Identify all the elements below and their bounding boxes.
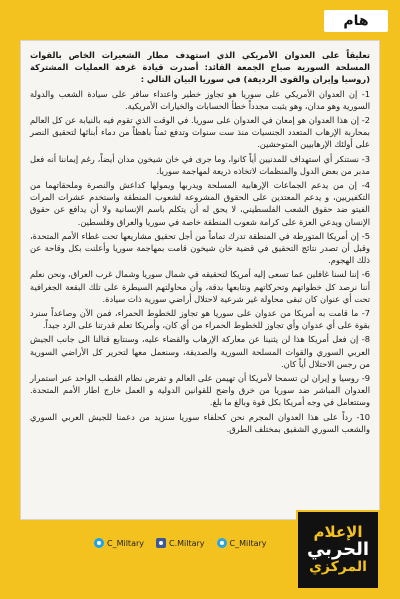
twitter-icon (94, 538, 104, 548)
telegram-icon (217, 538, 227, 548)
logo-line-3: المركزي (309, 558, 367, 575)
logo-line-1: الإعلام (313, 523, 363, 542)
paragraph-1: 1- إن العدوان الأمريكي على سوريا هو تجاوز خطير واعتداء سافر على سيادة الشعب والدولة السورية وهو مدان، وهو يثبت مجدداً خطأ الحسابات والخيارات الأمريكية. (30, 88, 370, 111)
paragraph-3: 3- نستنكر أي استهداف للمدنيين أياً كانوا، وما جرى في خان شيخون مدان أيضاً، رغم إيماننا أنه فعل مدبر من بعض الدول والمنظمات لاتخاذه ذريعة لمهاجمة سوريا. (30, 153, 370, 176)
paragraph-8: 8- إن فعل أمريكا هذا لن يثنينا عن معاركة الإرهاب والقضاء عليه، وسنتابع قتالنا الى جانب الجيش العربي السوري والقوات المسلحة السورية والصديقة، وسنعمل معها لتحرير كل الأراضي السورية من رجس الاحتلال أياً كان. (30, 334, 370, 369)
facebook-handle: C.Miltary (169, 538, 205, 548)
media-logo (296, 510, 380, 590)
logo-line-2: الحربي (306, 539, 370, 561)
statement-document (20, 40, 380, 520)
facebook-icon (156, 538, 166, 548)
paragraph-4: 4- إن من يدعم الجماعات الإرهابية المسلحة ويدربها ويمولها كداعش والنصرة وملحقاتهما من التكفيريين، و يدعم المعتدين على الحقوق المشروعة لشعوب المنطقة واستخدم عشرات المرات الفيتو ضد حقوق الشعب الفلسطيني، لا يحق له أن يتكلم باسم الإنسانية ولا أن يدافع عن حقوق الإنسان ويدعي العزة على كرامة شعوب المنطقة خاصة في سوريا والعراق وفلسطين. (30, 180, 370, 227)
paragraph-2: 2- إن هذا العدوان هو إمعان في العدوان على سوريا. في الوقت الذي تقوم فيه بالنيابة عن كل العالم بمحاربة الإرهاب المتعدد الجنسيات منذ ست سنوات وتدفع ثمناً باهظاً من دماء أبنائها لتحقيق النصر على أولئك الإرهابيين المتوحشين. (30, 115, 370, 150)
social-twitter[interactable] (94, 538, 144, 548)
social-telegram[interactable] (217, 538, 267, 548)
twitter-handle: C_Miltary (107, 538, 144, 548)
paragraph-5: 5- إن أمريكا المتورطة في المنطقة تدرك تماماً من أجل تحقيق مشاريعها تحت غطاء الأمم المتحدة، وقبل أن تصدر نتائج التحقيق في قضية خان شيخون قامت بمهاجمة سوريا وأعلنت بكل وقاحة عن ذلك الهجوم. (30, 230, 370, 266)
paragraph-7: 7- ما قامت به أمريكا من عدوان على سوريا هو تجاوز للخطوط الحمراء، فمن الآن وصاعداً سنرد بقوة على أي عدوان وأي تجاوز للخطوط الحمراء من أي كان، وأمريكا تعلم قدرتنا على الرد جيداً. (30, 308, 370, 331)
paragraph-6: 6- إننا لسنا غافلين عما تسعى إليه أمريكا لتحقيقه في شمال سوريا وشمال غرب العراق، ونحن نعلم أننا نرصد كل خطواتهم وتحركاتهم ونتابعها بدقة، وأن محاولتهم السيطرة على تلك البقعة الجغرافية تحت أي عنوان كان تبقى محاولة غير شرعية لاحتلال أراضي سورية ذات سيادة. (30, 269, 370, 304)
paragraph-9: 9- روسيا و إيران لن تسمحا لأمريكا أن تهيمن على العالم و تفرض نظام القطب الواحد عبر استمرار العدوان المباشر ضد سوريا من خرق واضح للقوانين الدولية و العمل خارج اطار الأمم المتحدة. وستتعامل في وجه أمريكا بكل قوة وبالغ ما بلغ. (30, 373, 370, 408)
social-facebook[interactable] (156, 538, 205, 548)
statement-text (30, 49, 370, 435)
paragraph-10: 10- رداً على هذا العدوان المجرم نحن كحلفاء سوريا سنزيد من دعمنا للجيش العربي السوري والشعب السوري الشقيق بمختلف الطرق. (30, 411, 370, 434)
telegram-handle: C_Miltary (229, 538, 267, 548)
social-links (94, 538, 267, 548)
paragraph-intro: تعليقاً على العدوان الأمريكي الذي استهدف مطار الشعيرات الخاص بالقوات المسلحة السورية صباح الجمعة القائد: أصدرت قيادة غرفة العمليات المشتركة (روسيا وإيران والقوى الرديفة) في سوريا البيان التالي : (30, 50, 370, 85)
important-badge: هام (324, 10, 388, 32)
